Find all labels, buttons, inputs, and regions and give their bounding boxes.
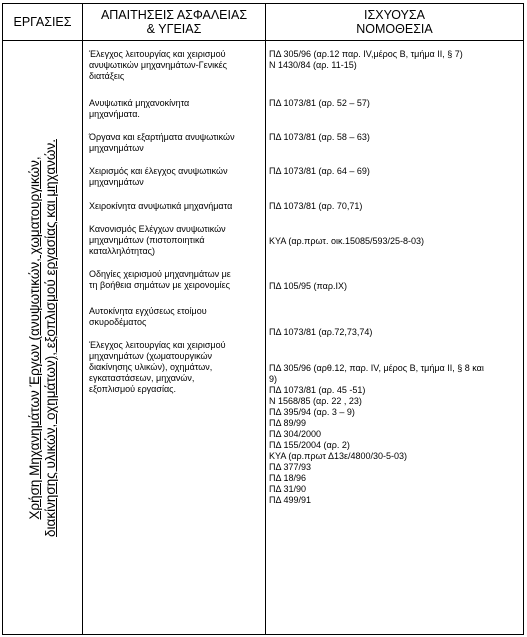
legislation-line: ΠΔ 31/90 <box>269 484 307 494</box>
header-tasks-label: ΕΡΓΑΣΙΕΣ <box>13 15 72 29</box>
legislation-line: ΠΔ 499/91 <box>269 495 312 505</box>
requirement-line: σκυροδέματος <box>89 317 147 327</box>
header-legislation-line: ΙΣΧΥΟΥΣΑ <box>364 8 425 22</box>
header-requirements-line: ΑΠΑΙΤΗΣΕΙΣ ΑΣΦΑΛΕΙΑΣ <box>100 8 248 22</box>
legislation-line: ΠΔ 89/99 <box>269 418 307 428</box>
requirement-line: εξοπλισμού εργασίας. <box>89 384 176 394</box>
header-tasks <box>3 4 82 40</box>
requirement-item <box>89 224 264 257</box>
requirement-line: μηχανημάτων (χωματουργικών <box>89 351 213 361</box>
requirement-item <box>89 166 264 188</box>
requirement-line: Έλεγχος λειτουργίας και χειρισμού <box>89 340 226 350</box>
legislation-line: Ν 1430/84 (αρ. 11-15) <box>269 60 357 70</box>
requirement-line: Χειροκίνητα ανυψωτικά μηχανήματα <box>89 201 233 211</box>
requirement-item <box>89 340 264 395</box>
requirement-line: Κανονισμός Ελέγχων ανυψωτικών <box>89 224 226 234</box>
requirement-line: μηχανημάτων <box>89 177 144 187</box>
legislation-item <box>269 98 524 109</box>
legislation-line: ΠΔ 377/93 <box>269 462 312 472</box>
requirement-line: διακίνησης υλικών), οχημάτων, <box>89 362 213 372</box>
requirement-item <box>89 98 264 120</box>
category-line: διακίνησης υλικών, οχημάτων), εξοπλισμού εργασίας και μηχανών. <box>42 138 58 537</box>
legislation-item <box>269 201 524 212</box>
requirement-line: Χειρισμός και έλεγχος ανυψωτικών <box>89 166 228 176</box>
legislation-line: ΠΔ 1073/81 (αρ.72,73,74) <box>269 327 373 337</box>
legislation-line: ΠΔ 305/96 (αρθ.12, παρ. IV, μέρος Β, τμήμα ΙΙ, § 8 και <box>269 363 484 373</box>
legislation-line: ΠΔ 1073/81 (αρ. 52 – 57) <box>269 98 370 108</box>
legislation-line: ΠΔ 1073/81 (αρ. 70,71) <box>269 201 363 211</box>
requirement-line: Ανυψωτικά μηχανοκίνητα <box>89 98 190 108</box>
legislation-table <box>2 3 524 635</box>
requirement-line: μηχανημάτων (πιστοποιητικά <box>89 235 205 245</box>
requirement-line: Οδηγίες χειρισμού μηχανημάτων με <box>89 269 231 279</box>
category-line: Χρήση Μηχανημάτων Έργων (ανυψωτικών, χωματουργικών, <box>26 155 42 520</box>
legislation-line: ΠΔ 304/2000 <box>269 429 322 439</box>
legislation-item <box>269 166 524 177</box>
legislation-line: ΚΥΑ (αρ.πρωτ Δ13ε/4800/30-5-03) <box>269 451 408 461</box>
requirement-line: Όργανα και εξαρτήματα ανυψωτικών <box>89 132 235 142</box>
column-divider <box>265 4 266 634</box>
category-cell <box>3 41 82 634</box>
legislation-line: Ν 1568/85 (αρ. 22 , 23) <box>269 396 362 406</box>
requirement-line: εγκαταστάσεων, μηχανών, <box>89 373 195 383</box>
legislation-item <box>269 281 524 292</box>
requirement-item <box>89 201 264 212</box>
requirement-line: Αυτοκίνητα εγχύσεως ετοίμου <box>89 306 207 316</box>
header-requirements-line: & ΥΓΕΙΑΣ <box>146 22 202 36</box>
requirement-item <box>89 132 264 154</box>
legislation-line: ΠΔ 305/96 (αρ.12 παρ. IV,μέρος Β, τμήμα II, § 7) <box>269 49 463 59</box>
requirement-line: ανυψωτικών μηχανημάτων-Γενικές <box>89 60 227 70</box>
header-legislation <box>266 4 523 40</box>
header-requirements <box>83 4 265 40</box>
legislation-line: ΠΔ 155/2004 (αρ. 2) <box>269 440 350 450</box>
requirement-line: διατάξεις <box>89 71 125 81</box>
header-legislation-line: ΝΟΜΟΘΕΣΙΑ <box>356 22 433 36</box>
column-divider <box>82 4 83 634</box>
legislation-line: ΠΔ 1073/81 (αρ. 45 -51) <box>269 385 366 395</box>
legislation-item <box>269 132 524 143</box>
legislation-item <box>269 363 524 506</box>
requirement-item <box>89 49 264 82</box>
requirement-item <box>89 306 264 328</box>
requirement-item <box>89 269 264 291</box>
legislation-line: ΠΔ 395/94 (αρ. 3 – 9) <box>269 407 355 417</box>
legislation-line: ΚΥΑ (αρ.πρωτ. οικ.15085/593/25-8-03) <box>269 236 425 246</box>
legislation-item <box>269 49 524 71</box>
requirement-line: καταλληλότητας) <box>89 246 155 256</box>
requirement-line: τη βοήθεια σημάτων με χειρονομίες <box>89 280 230 290</box>
legislation-item <box>269 236 524 247</box>
requirement-line: Έλεγχος λειτουργίας και χειρισμού <box>89 49 226 59</box>
legislation-line: ΠΔ 1073/81 (αρ. 64 – 69) <box>269 166 370 176</box>
legislation-line: ΠΔ 1073/81 (αρ. 58 – 63) <box>269 132 370 142</box>
requirement-line: μηχανήματα. <box>89 109 140 119</box>
category-label <box>27 139 59 537</box>
requirement-line: μηχανημάτων <box>89 143 144 153</box>
legislation-line: ΠΔ 18/96 <box>269 473 307 483</box>
legislation-item <box>269 327 524 338</box>
legislation-line: ΠΔ 105/95 (παρ.IX) <box>269 281 347 291</box>
legislation-line: 9) <box>269 374 278 384</box>
